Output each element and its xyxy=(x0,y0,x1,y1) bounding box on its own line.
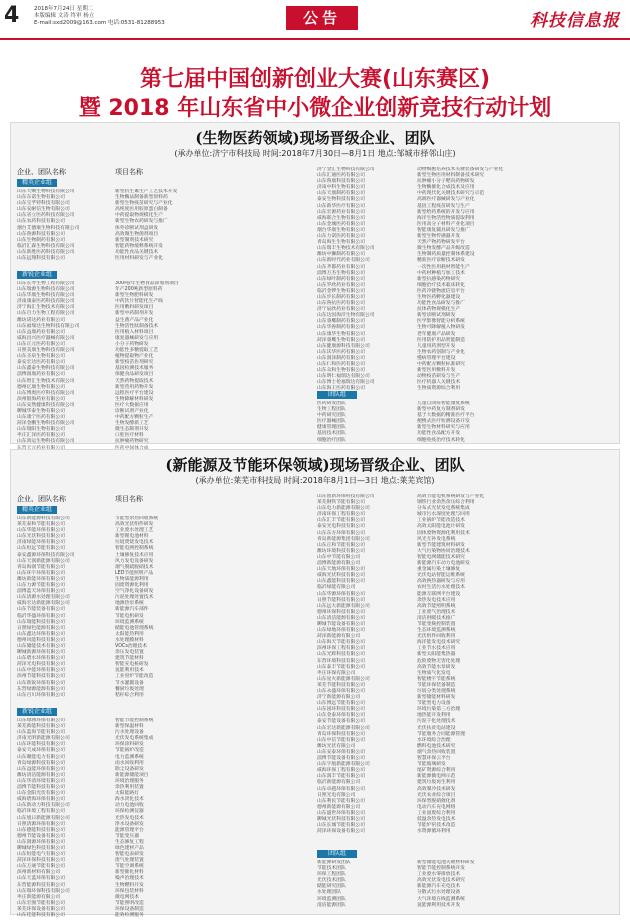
panel1-projects-right: 动物细胞培养技术关键装备研发与产业化 新型生物医用材料制备技术研究 抗肿瘤小分子靶向药物研发 生物酶催化合成技术及应用 中药现代化关键技术研究与示范 高端医疗器械研发与产业化 基因工程疫苗研发与生产 新型给药系统的开发与应用 海洋生物活性物质提取利用 医用高分子材料产业化项目 智能康复辅具研发与推广 新型生物传感器开发 天然产物药物研发平台 微生物发酵产品升级改造 生物制药质量控制体系建设 精准医疗诊断技术研发 一次性医用耗材智能生产 中药材种植与加工技术 新型抗感染药物研究 细胞治疗技术临床转化 医药冷链物流信息平台 生物医药孵化器建设 功能性食品研发与推广 抗体药物规模化生产 新型诊断试剂研发 医学影像智能分析系统 生物可降解植入物研发 老年健康产品研发 医用防护用品智能制造 儿童用药剂型开发 生物农药创制与产业化 慢病管理平台建设 中药配方颗粒标准研究 新型医用敷料开发 动物疫苗研发与生产 医疗机器人关键技术 生物质资源综合利用 xyxy=(417,167,504,392)
panel1-startup-projects: 300吨/年生物食品添加剂项目 年产200吨新型原料药 新型生物肥料研发 中药饮片智能化生产线 医用敷料研发项目 新型中药制剂开发 益生菌产品产业化 生物活性肽制备技术 医用植入材料项目 康复器械研发与应用 小分子药物研发 功能性多糖提取工艺 植物提取物产业化 新型疫苗佐剂研究 基因检测技术服务 保健食品研发项目 天然药物提取技术 新型兽用药物开发 远程医疗平台建设 生物降解材料研发 医疗大数据应用 诊断试剂产业化 中药配方颗粒生产 生物发酵新工艺 微生态制剂开发 口腔医疗材料 抗肿瘤药物研究 xyxy=(115,281,179,445)
panel2-head-company: 企业、团队名称 xyxy=(17,495,66,503)
panel2-title: (新能源及节能环保领域)现场晋级企业、团队 xyxy=(165,456,465,474)
panel-new-energy xyxy=(10,449,620,918)
panel1-title: (生物医药领域)现场晋级企业、团队 xyxy=(195,129,435,147)
panel1-head-project: 项目名称 xyxy=(115,168,143,176)
panel1-info: (承办单位:济宁市科技局 时间:2018年7月30日—8月1日 地点:邹城市择邻山庄) xyxy=(174,149,456,158)
panel2-group-startup: 新锐企业组 xyxy=(17,708,57,716)
panel2-startup-companies: 山东绿洲环保有限公司 莱芜新能科技有限公司 山东蓝海节能有限公司 济南光明新能源有限公司 山东环能科技有限公司 泰安天成环保有限公司 山东聚能电力有限公司 青岛绿源科技有限公司 山东益能环保有限公司 潍坊清洁能源有限公司 山东华清环境有限公司 淄博节能科技有限公司 山东金阳光伏有限公司 威海碧海环保有限公司 山东新动力科技有限公司 临沂环境工程有限公司 山东旭日新能源有限公司 日照清源环保有限公司 山东德能科技有限公司 德州节能设备有限公司 山东润源环保有限公司 聊城绿色科技有限公司 山东恒能电气有限公司 菏泽环保科技有限公司 山东万通节能有限公司 滨州新材料有限公司 山东天蓝环保有限公司 东营能源科技有限公司 山东瑞环保科技有限公司 枣庄新能源有限公司 山东宏图节能有限公司 莱芜环保设备有限公司 山东佳能科技有限公司 xyxy=(17,718,70,918)
email-line: E-mail:sxd2009@163.com 电话:0531-81288953 xyxy=(34,20,165,26)
main-title-line2: 暨 2018 年山东省中小微企业创新竞技行动计划 xyxy=(78,96,552,121)
masthead-meta xyxy=(34,6,165,27)
panel2-companies-right: 山东创新环保科技有限公司 莱芜钢铁节能有限公司 山东电力新能源有限公司 济南环保工程有限公司 山东汇丰节能有限公司 泰安光电科技有限公司 山东东方环保有限公司 青岛新能源集团有限公司 山东正和节能有限公司 潍坊环境科技有限公司 山东中节能有限公司 淄博新能源有限公司 山东天地环保有限公司 威海光伏科技有限公司 山东鑫能科技有限公司 临沂绿能有限公司 山东华源环保有限公司 日照节能科技有限公司 山东远大新能源有限公司 德州环保科技有限公司 山东清洁能源有限公司 聊城节能设备有限公司 山东绿地环保有限公司 菏泽新能源有限公司 山东海天节能有限公司 滨州环保工程有限公司 山东光辉科技有限公司 东营环境科技有限公司 山东泰丰节能有限公司 枣庄环保有限公司 山东星火新能源有限公司 莱芜节能科技有限公司 山东永盛环保有限公司 济宁新能源有限公司 山东博远节能有限公司 山东国环科技有限公司 山东金泰环保有限公司 泰安节能设备有限公司 山东宏达新能源有限公司 青岛环保科技有限公司 山东中信节能有限公司 潍坊光伏有限公司 山东安泰环保有限公司 淄博节能设备有限公司 山东宇航新能源有限公司 威海环保工程有限公司 山东润丰节能有限公司 临沂新能源有限公司 山东卓越环保有限公司 日照光电有限公司 山东利民节能有限公司 德州新能源有限公司 山东盛世环保有限公司 聊城光伏科技有限公司 山东长城节能有限公司 菏泽环保设备有限公司 xyxy=(317,494,375,835)
panel1-group-startup: 新锐企业组 xyxy=(17,271,57,279)
panel1-teams: 医药研发团队 生物工程团队 中药研究团队 医疗器械团队 健康管理团队 基因技术团队 细胞治疗团队 xyxy=(317,401,346,443)
panel1-head-company: 企业、团队名称 xyxy=(17,168,66,176)
panel2-head-project: 项目名称 xyxy=(115,495,143,503)
panel1-group-elite: 精英企业组 xyxy=(17,179,57,187)
panel-biomedicine xyxy=(10,122,620,444)
panel2-team-projects: 新型储能电池关键材料研发 智能节能控制系统开发 工业废水零排放技术 高效光伏发电技术研究 新能源汽车充电技术 分散式污水处理设备 大气环境在线监测系统 氢能源利用技术开发 xyxy=(417,860,475,908)
newspaper-logo: 科技信息报 xyxy=(530,11,620,31)
panel2-teams: 新能源研发团队 节能技术团队 环保工程团队 光伏技术团队 储能研究团队 水处理团队 环境监测团队 清洁能源团队 xyxy=(317,860,351,908)
panel2-elite-projects: 节能型余热回收系统 高效光伏组件研发 工业废水处理工艺 新型锂电池材料 垃圾焚烧发电技术 智能电网控制系统 土壤修复技术应用 风力发电设备研发 烟气脱硫脱硝技术 LED节能照明产品 生物质能源利用 固废资源化利用 空气净化设备研发 污泥处理处置技术 地源热泵系统 新能源汽车部件 节能电机研发 环境监测系统 储能电池管理系统 太阳能热利用 水处理膜材料 VOCs治理技术 余压发电装置 建筑节能材料 智能充电桩研发 氢能利用技术 工业窑炉节能改造 节水灌溉设备 餐厨垃圾处理 秸秆综合利用 xyxy=(115,516,159,698)
panel2-info: (承办单位:莱芜市科技局 时间:2018年8月1日—3日 地点:莱芜宾馆) xyxy=(195,476,435,485)
panel1-elite-projects: 新型抗生素生产工艺技术开发 生物酶法制备新型原料药 新型生物疫苗研究与产业化 高纯度医用胶原蛋白制备 中药提取物规模化生产 新型生物农药研发与推广 体外诊断试剂盒研发 高效微生物菌剂项目 新型制剂技术研究 智能药物缓释系统开发 功能性食品关键技术 医用材料研发与产业化 xyxy=(115,189,178,262)
panel1-startup-companies: 山东长寿生物工程有限公司 山东瑞源生物科技有限公司 山东华康生物科技有限公司 济南康泰医药科技有限公司 济宁海汇生物技术有限公司 山东百力生物工程有限公司 潍坊诺达药业有限公司 山东福瑞达生物科技有限公司 山东益康药业有限公司 威海昌兴医疗器械有限公司 山东正元医药有限公司 日照美康生物科技有限公司 山东圣泉生物有限公司 泰安宏达医药有限公司 山东鑫泰生物科技有限公司 淄博润康药业有限公司 山东智汇生物技术有限公司 德州亿康生物有限公司 山东博奥医疗科技有限公司 滨州银海药业有限公司 山东安然健康科技有限公司 聊城华泰生物有限公司 山东康宁医药有限公司 菏泽金鹏生物科技有限公司 山东瑞阳生物有限公司 枣庄汇泽医药有限公司 山东鸿运生物科技有限公司 xyxy=(17,281,80,445)
main-title-line1: 第七届中国创新创业大赛(山东赛区) xyxy=(139,67,491,92)
panel1-group-team: 团队组 xyxy=(317,391,357,399)
date-line: 2018年7月24日 星期二 xyxy=(34,6,94,12)
panel1-team-projects: 儿童自闭症智能康复系统 新型中药复方制剂研发 基于大数据的精准医疗平台 便携式医疗检测设备开发 新型生物材料研究与应用 功能性食品配方开发 细胞免疫治疗技术转化 xyxy=(417,401,475,443)
masthead xyxy=(0,0,630,40)
panel2-elite-companies: 山东新能源科技有限公司 莱芜泰和节能有限公司 山东华能环保有限公司 山东光伏科技有限公司 济南绿能环保有限公司 山东恒远节能有限公司 泰安鑫源环保科技有限公司 山东天润新能源有限公司 青岛海润节能有限公司 山东环宇环保有限公司 潍坊新能环保有限公司 山东力源节能有限公司 淄博蓝天环保有限公司 山东清源水处理有限公司 威海宏达新能源有限公司 山东节能装备有限公司 临沂华盛环保有限公司 山东瑞能科技有限公司 日照绿色能源有限公司 山东鑫达环保有限公司 德州风能科技有限公司 山东储能技术有限公司 聊城新源环保有限公司 山东碧水环保有限公司 菏泽光电科技有限公司 山东中能环保有限公司 滨州节能科技有限公司 山东新锐环保有限公司 东营绿源能源有限公司 山东百川环保有限公司 xyxy=(17,516,75,698)
panel2-projects-right: 高效节能电机系统研发与产业化 钢铁行业余热余压综合利用 分布式光伏发电系统集成 城市污水深度处理与回用 工业锅炉节能改造技术 高效太阳能电池片研发 固体废物资源化利用技术 风光互补发电系统 新型节能建筑材料研发 大气污染物协同治理技术 智能电网储能技术研究 新能源汽车动力电池研发 重金属污染土壤修复 光伏电站智能运维系统 高效换热器研发与应用 农村生活污水处理技术 能源互联网平台建设 余热发电技术应用 高效节能照明系统 工业废气治理技术 清洁供暖技术推广 节能变频控制装置 生态环境监测系统 光伏组件回收利用 海洋能发电技术研究 工业节水技术应用 新型太阳能集热器 危险废物无害化处理 高效节能水泵研发 生物质气化发电 智能楼宇节能系统 节能环保装备制造 垃圾分类处理系统 新型储能材料研发 节能型电力设备 环境污染第三方治理 地热能开发利用 污泥干化处理技术 光伏扶贫电站建设 节能服务合同能源管理 水环境综合治理 燃料电池技术研究 烟气余热回收装置 智慧环保云平台 节能玻璃研发 尾矿资源综合利用 新能源微电网示范 建筑垃圾再生利用 高效制冷技术研发 光伏农业综合项目 环保型脱硝催化剂 电动汽车充电网络 工业固废综合利用 低温余热发电技术 节能炉窑技术改造 水资源循环利用 xyxy=(417,494,485,835)
section-tag: 公告 xyxy=(286,6,358,30)
panel1-companies-right: 济宁金汇生物科技有限公司 山东汇通医药有限公司 山东鲁康科技有限公司 济南中科生物有限公司 山东天康制药有限公司 泰安生物科技有限公司 山东新华医疗有限公司 山东宏源药业有限公司 威海联合生物有限公司 山东金城医药有限公司 烟台华康生物有限公司 山东力诺医药有限公司 青岛海生生物有限公司 山东瑞丰生物技术有限公司 潍坊中狮制药有限公司 山东新时代药业有限公司 山东齐都药业有限公司 淄博万杰生物有限公司 山东绿叶制药有限公司 山东罗欣药业有限公司 临沂金锣生物有限公司 山东步长制药有限公司 山东鲁抗医药有限公司 济宁辰欣药业有限公司 山东达因海洋生物有限公司 山东睿鹰制药有限公司 山东华鲁制药有限公司 山东康华生物有限公司 菏泽睿鹰生物有限公司 山东健康源科技有限公司 山东沃华医药有限公司 山东润泽制药有限公司 山东仁和医药有限公司 山东众和生物有限公司 山东明仁福瑞达有限公司 山东博士伦福瑞达有限公司 山东海王医药有限公司 xyxy=(317,167,375,392)
panel2-group-elite: 精英企业组 xyxy=(17,506,57,514)
editor-line: 本版编辑 文涛 终审 杨立 xyxy=(34,13,95,19)
page-number: 4 xyxy=(4,3,20,28)
panel2-startup-projects: 智能节能控制系统 新型保温材料 污水处理设备 光伏发电系统集成 环保涂料研发 节能锅炉改造 电力监测系统 雨水回收利用 除尘设备研发 新能源储能项目 环境治理服务 余热利用装置 太阳能路灯 海水淡化技术 动力电池回收 环保检测仪器 光热发电技术 净水设备研发 能源管理平台 节能变压器 生态修复工程 绿色建材产品 智能电表研发 废气处理装置 节能空调系统 新型催化材料 噪声治理技术 生物燃料开发 环保包装材料 微电网技术 节能照明改造 环保设备制造 能效检测服务 xyxy=(115,718,154,918)
panel1-elite-companies: 山东天赐生物科技有限公司 山东东诺生物有限公司 山东宝孚特科技有限公司 山东安耐信生物有限公司 山东省立医药科技有限公司 山东农药科技有限公司 烟台艾德康生物科技有限公司 山东鲁源科技有限公司 山东生物制药有限公司 临沂汇森生物科技有限公司 山东新胜医药科技有限公司 山东远翔科技有限公司 xyxy=(17,189,80,262)
panel2-group-team: 团队组 xyxy=(317,850,357,858)
